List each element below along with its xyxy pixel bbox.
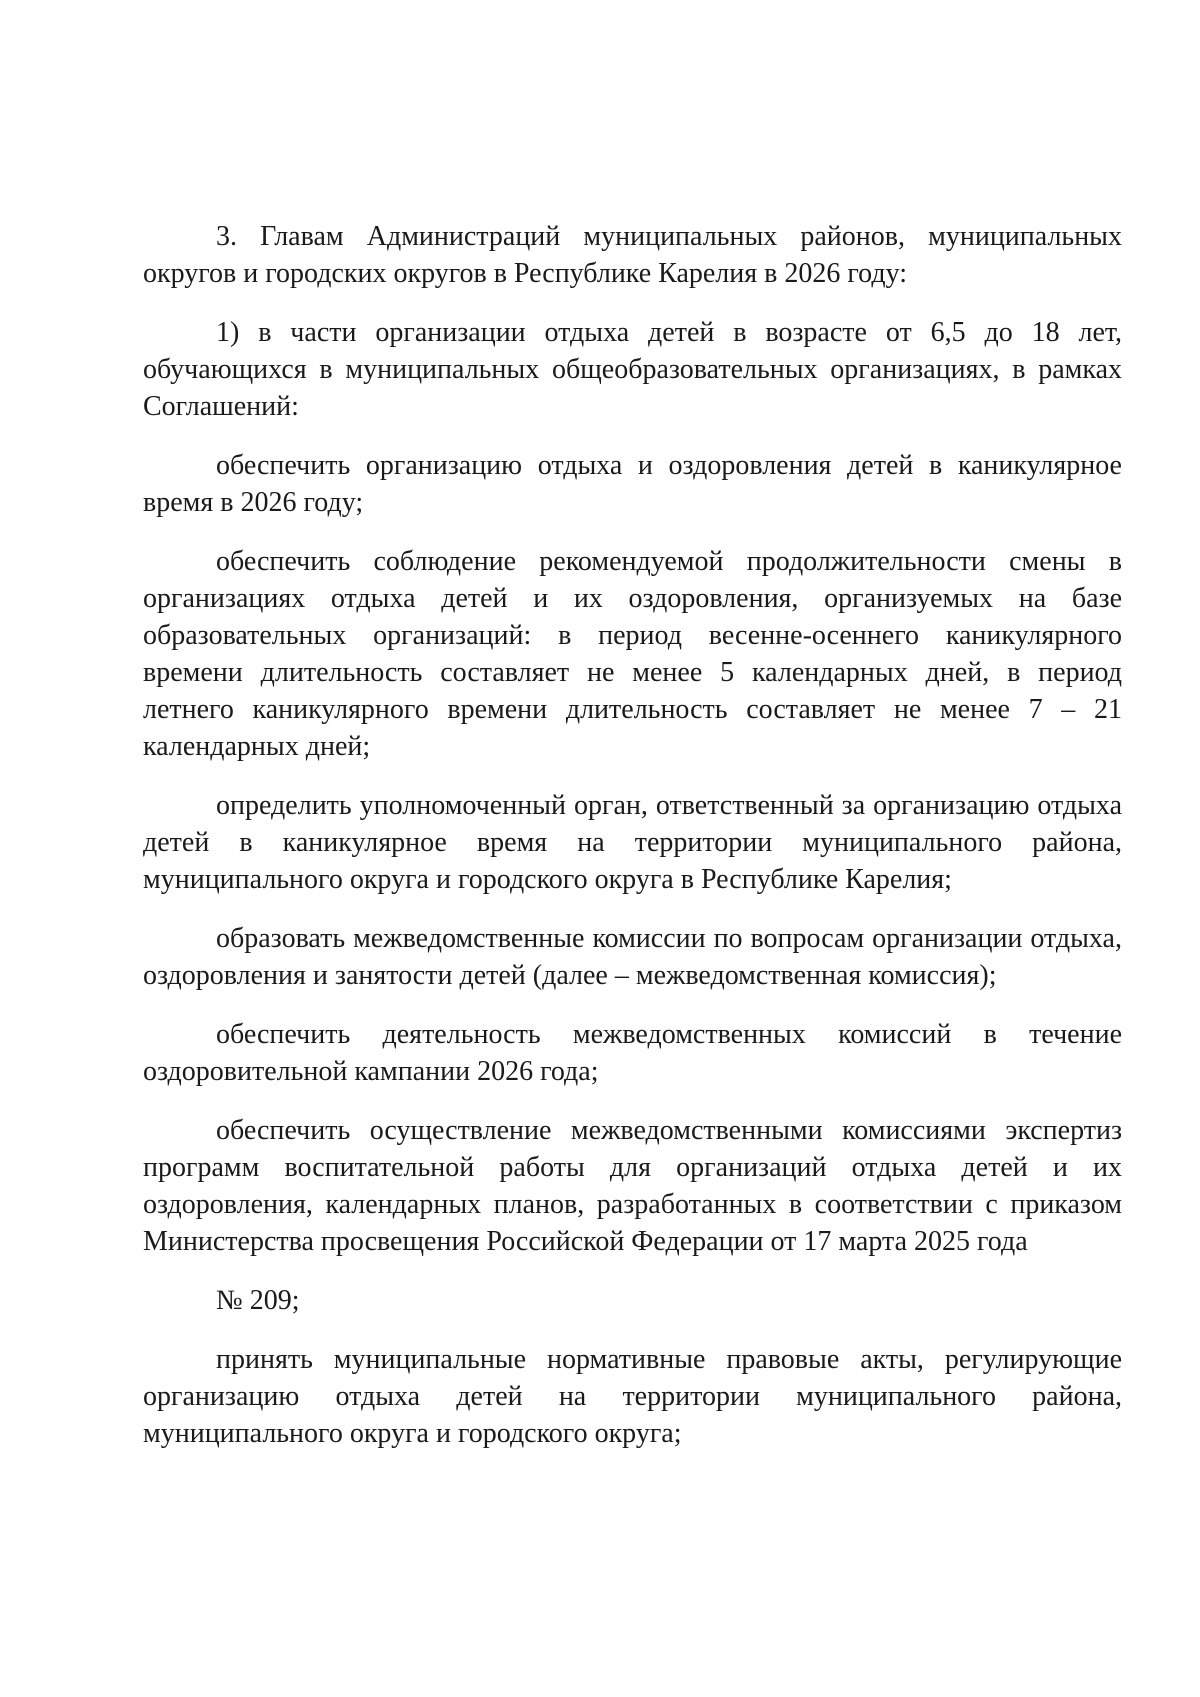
document-body: [143, 218, 1122, 1452]
paragraph-item-1-children-rest: 1) в части организации отдыха детей в возрасте от 6,5 до 18 лет, обучающихся в муниципальных общеобразовательных организациях, в рамках Соглашений:: [143, 317, 1122, 422]
paragraph-heads-of-administrations: 3. Главам Администраций муниципальных районов, муниципальных округов и городских округов в Республике Карелия в 2026 году:: [143, 221, 1122, 289]
paragraph-shift-duration: обеспечить соблюдение рекомендуемой продолжительности смены в организациях отдыха детей и их оздоровления, организуемых на базе образовательных организаций: в период весенне-осеннего каникулярного времени длительность составляет не менее 5 календарных дней, в период летнего каникулярного времени длительность составляет не менее 7 – 21 календарных дней;: [143, 546, 1122, 762]
paragraph-form-commissions: образовать межведомственные комиссии по вопросам организации отдыха, оздоровления и занятости детей (далее – межведомственная комиссия);: [143, 923, 1122, 991]
paragraph-adopt-legal-acts: принять муниципальные нормативные правовые акты, регулирующие организацию отдыха детей на территории муниципального района, муниципального округа и городского округа;: [143, 1344, 1122, 1449]
paragraph-commission-activity: обеспечить деятельность межведомственных комиссий в течение оздоровительной кампании 2026 года;: [143, 1019, 1122, 1087]
paragraph-ensure-rest-organization: обеспечить организацию отдыха и оздоровления детей в каникулярное время в 2026 году;: [143, 450, 1122, 518]
paragraph-authorized-body: определить уполномоченный орган, ответственный за организацию отдыха детей в каникулярное время на территории муниципального района, муниципального округа и городского округа в Республике Карелия;: [143, 790, 1122, 895]
paragraph-order-number: № 209;: [216, 1285, 300, 1316]
paragraph-program-expertise: обеспечить осуществление межведомственными комиссиями экспертиз программ воспитательной работы для организаций отдыха детей и их оздоровления, календарных планов, разработанных в соответствии с приказом Министерства просвещения Российской Федерации от 17 марта 2025 года: [143, 1115, 1122, 1257]
